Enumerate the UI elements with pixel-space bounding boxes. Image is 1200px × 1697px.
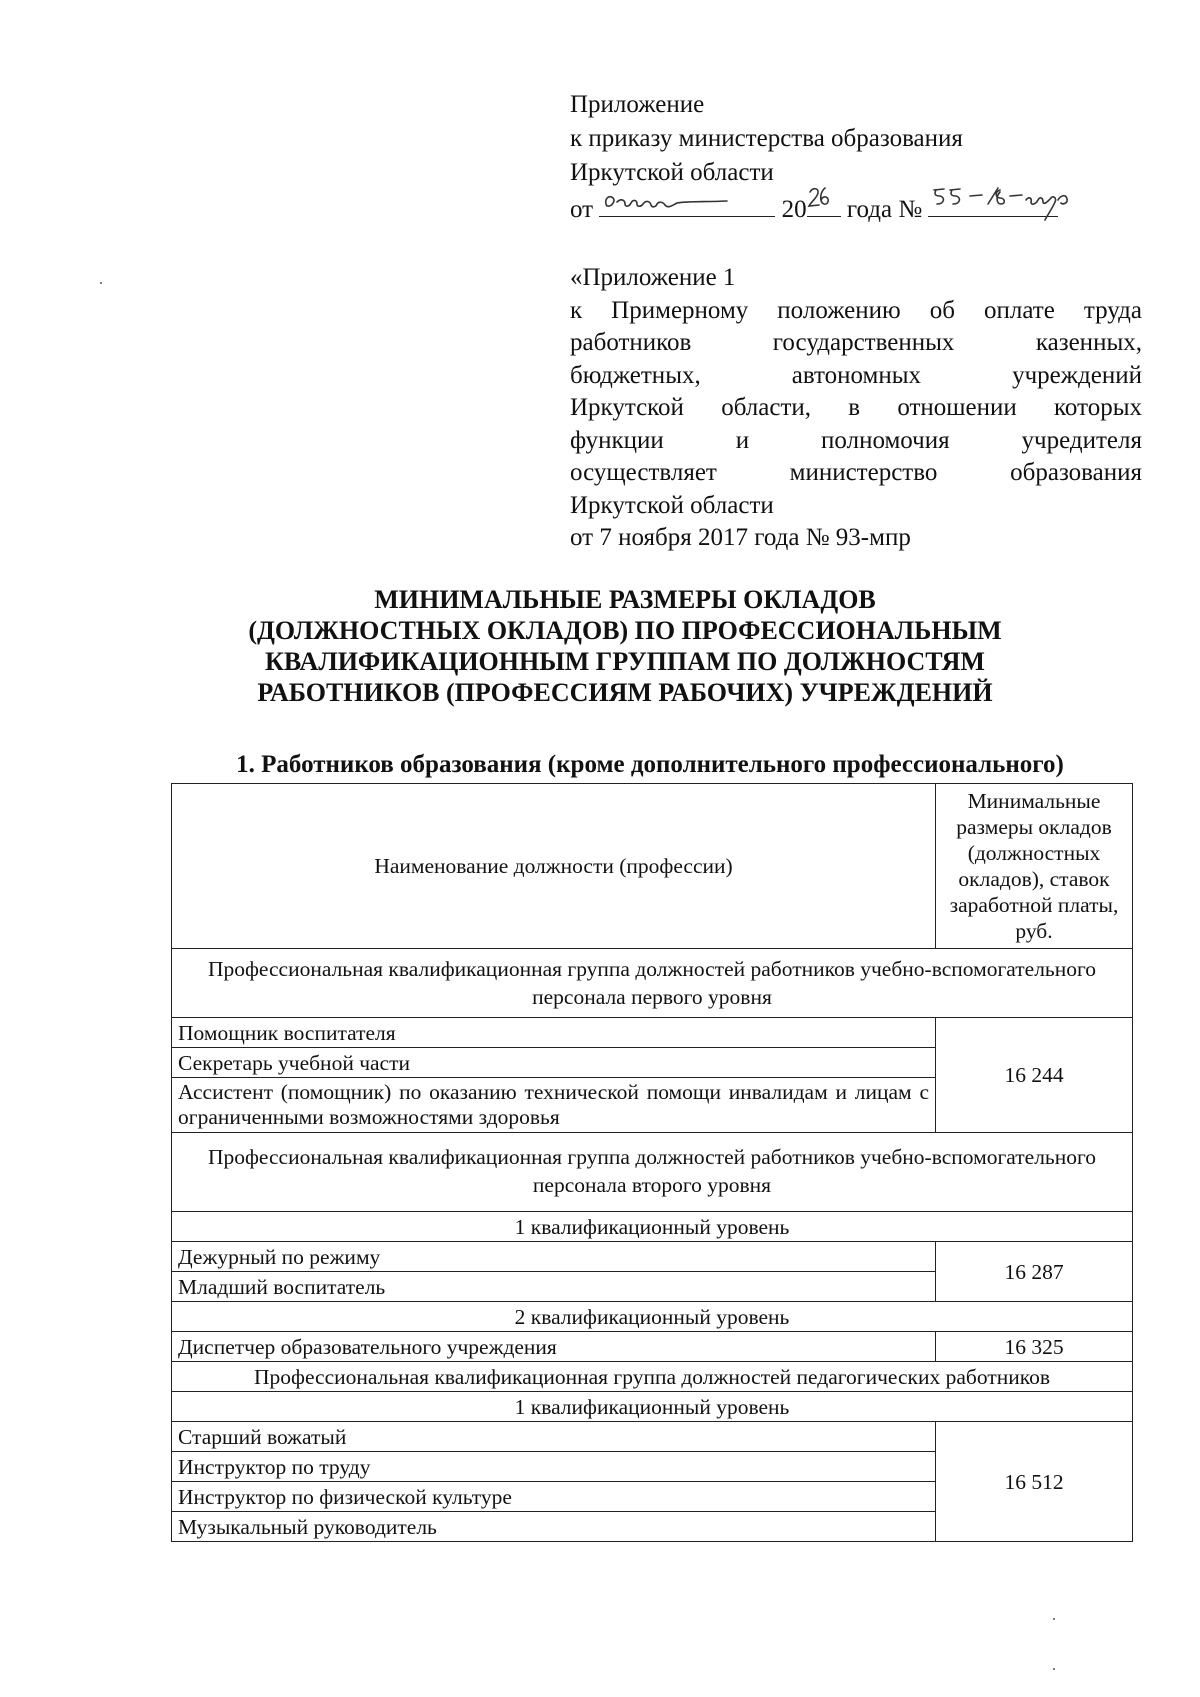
qualification-level: 1 квалификационный уровень bbox=[172, 1392, 1133, 1422]
appendix-line-1: «Приложение 1 bbox=[570, 264, 736, 291]
table-row bbox=[172, 1242, 1133, 1272]
appendix-reference bbox=[570, 262, 1142, 555]
header-min-salary: Минимальные размеры окладов (должностных окладов), ставок заработной платы, руб. bbox=[936, 784, 1133, 949]
position-cell: Секретарь учебной части bbox=[172, 1048, 936, 1078]
position-cell: Ассистент (помощник) по оказанию технической помощи инвалидам и лицам с ограниченными возможностями здоровья bbox=[172, 1078, 936, 1133]
appendix-line-4: бюджетных, автономных учреждений bbox=[570, 361, 1142, 389]
year-suffix: года № bbox=[846, 196, 923, 223]
appendix-line-3: работников государственных казенных, bbox=[570, 329, 1142, 356]
year-blank bbox=[807, 190, 841, 217]
header-date-line bbox=[570, 190, 1130, 227]
salary-table bbox=[171, 783, 1133, 1542]
position-cell: Инструктор по физической культуре bbox=[172, 1482, 936, 1512]
scan-speck bbox=[1053, 1618, 1055, 1620]
salary-value-cell: 16 287 bbox=[936, 1242, 1133, 1302]
scan-speck bbox=[100, 282, 102, 284]
group-row bbox=[172, 949, 1133, 1018]
header-line-region: Иркутской области bbox=[570, 159, 774, 186]
table-header-row bbox=[172, 784, 1133, 949]
position-cell: Диспетчер образовательного учреждения bbox=[172, 1332, 936, 1362]
handwritten-order-number bbox=[928, 178, 1158, 218]
group-row bbox=[172, 1133, 1133, 1212]
salary-value-cell: 16 244 bbox=[936, 1018, 1133, 1133]
level-row bbox=[172, 1302, 1133, 1332]
title-line-3: КВАЛИФИКАЦИОННЫМ ГРУППАМ ПО ДОЛЖНОСТЯМ bbox=[265, 647, 985, 676]
order-header bbox=[570, 88, 1130, 227]
position-cell: Инструктор по труду bbox=[172, 1452, 936, 1482]
position-cell: Младший воспитатель bbox=[172, 1272, 936, 1302]
header-line-appendix: Приложение bbox=[570, 91, 705, 118]
appendix-line-7: осуществляет министерство образования bbox=[570, 459, 1142, 486]
number-blank bbox=[928, 190, 1058, 217]
appendix-line-8: Иркутской области bbox=[570, 491, 774, 519]
level-row bbox=[172, 1392, 1133, 1422]
appendix-line-9: от 7 ноября 2017 года № 93-мпр bbox=[570, 524, 911, 551]
handwritten-year bbox=[807, 180, 841, 214]
title-line-2: (ДОЛЖНОСТНЫХ ОКЛАДОВ) ПО ПРОФЕССИОНАЛЬНЫМ bbox=[248, 616, 1002, 645]
position-cell: Музыкальный руководитель bbox=[172, 1512, 936, 1542]
table-row bbox=[172, 1332, 1133, 1362]
title-line-1: МИНИМАЛЬНЫЕ РАЗМЕРЫ ОКЛАДОВ bbox=[374, 585, 876, 614]
document-title bbox=[160, 584, 1090, 708]
qualification-level: 2 квалификационный уровень bbox=[172, 1302, 1133, 1332]
position-cell: Старший вожатый bbox=[172, 1422, 936, 1452]
group-3-title: Профессиональная квалификационная группа должностей педагогических работников bbox=[172, 1362, 1133, 1392]
level-row bbox=[172, 1212, 1133, 1242]
handwritten-date bbox=[599, 180, 775, 214]
appendix-line-2: к Примерному положению об оплате труда bbox=[570, 296, 1142, 324]
appendix-line-5: Иркутской области, в отношении которых bbox=[570, 394, 1142, 421]
header-line-order: к приказу министерства образования bbox=[570, 125, 963, 152]
position-cell: Помощник воспитателя bbox=[172, 1018, 936, 1048]
qualification-level: 1 квалификационный уровень bbox=[172, 1212, 1133, 1242]
group-2-title: Профессиональная квалификационная группа должностей работников учебно-вспомогательного персонала второго уровня bbox=[172, 1133, 1133, 1212]
group-row bbox=[172, 1362, 1133, 1392]
section-title: 1. Работников образования (кроме дополнительного профессионального) bbox=[236, 751, 1064, 778]
appendix-line-6: функции и полномочия учредителя bbox=[570, 426, 1142, 454]
year-prefix: 20 bbox=[781, 196, 807, 223]
table-row bbox=[172, 1422, 1133, 1452]
header-position-name: Наименование должности (профессии) bbox=[172, 784, 936, 949]
date-prefix: от bbox=[570, 196, 594, 223]
table-row bbox=[172, 1018, 1133, 1048]
position-cell: Дежурный по режиму bbox=[172, 1242, 936, 1272]
scan-speck bbox=[1053, 1668, 1055, 1670]
salary-value-cell: 16 512 bbox=[936, 1422, 1133, 1542]
title-line-4: РАБОТНИКОВ (ПРОФЕССИЯМ РАБОЧИХ) УЧРЕЖДЕНИЙ bbox=[257, 678, 993, 707]
salary-value-cell: 16 325 bbox=[936, 1332, 1133, 1362]
date-blank bbox=[599, 190, 775, 217]
group-1-title: Профессиональная квалификационная группа должностей работников учебно-вспомогательного персонала первого уровня bbox=[172, 949, 1133, 1018]
